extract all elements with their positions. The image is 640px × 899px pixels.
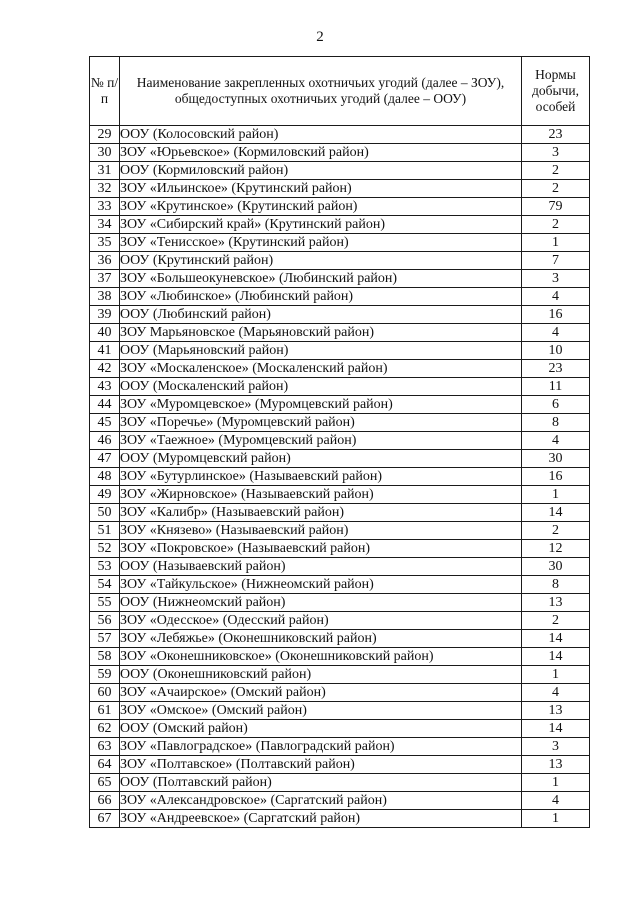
row-name: ООУ (Марьяновский район)	[120, 342, 522, 360]
table-row	[90, 324, 590, 342]
row-norm: 30	[522, 558, 590, 576]
row-name: ООУ (Кормиловский район)	[120, 162, 522, 180]
table-row	[90, 180, 590, 198]
row-number: 30	[90, 144, 120, 162]
row-number: 65	[90, 774, 120, 792]
row-number: 33	[90, 198, 120, 216]
row-name: ЗОУ «Ачаирское» (Омский район)	[120, 684, 522, 702]
table-row	[90, 504, 590, 522]
header-name	[120, 57, 522, 126]
table-row	[90, 810, 590, 828]
row-name: ООУ (Любинский район)	[120, 306, 522, 324]
table-row	[90, 252, 590, 270]
table-row	[90, 630, 590, 648]
row-name: ЗОУ «Одесское» (Одесский район)	[120, 612, 522, 630]
row-norm: 79	[522, 198, 590, 216]
row-number: 45	[90, 414, 120, 432]
row-norm: 8	[522, 414, 590, 432]
row-norm: 30	[522, 450, 590, 468]
row-name: ООУ (Муромцевский район)	[120, 450, 522, 468]
table-row	[90, 792, 590, 810]
row-name: ЗОУ «Ильинское» (Крутинский район)	[120, 180, 522, 198]
row-number: 32	[90, 180, 120, 198]
row-name: ООУ (Нижнеомский район)	[120, 594, 522, 612]
row-norm: 14	[522, 720, 590, 738]
row-norm: 2	[522, 522, 590, 540]
row-norm: 4	[522, 324, 590, 342]
table-row	[90, 216, 590, 234]
row-number: 47	[90, 450, 120, 468]
row-norm: 13	[522, 756, 590, 774]
table-row	[90, 666, 590, 684]
row-number: 48	[90, 468, 120, 486]
table-row	[90, 522, 590, 540]
row-number: 51	[90, 522, 120, 540]
row-norm: 23	[522, 126, 590, 144]
row-number: 64	[90, 756, 120, 774]
row-number: 52	[90, 540, 120, 558]
row-name: ЗОУ «Лебяжье» (Оконешниковский район)	[120, 630, 522, 648]
table-row	[90, 738, 590, 756]
table-row	[90, 432, 590, 450]
row-number: 63	[90, 738, 120, 756]
row-name: ЗОУ «Князево» (Называевский район)	[120, 522, 522, 540]
table-row	[90, 468, 590, 486]
row-norm: 1	[522, 486, 590, 504]
hunting-grounds-table	[89, 56, 590, 828]
table-row	[90, 306, 590, 324]
row-norm: 13	[522, 594, 590, 612]
row-norm: 14	[522, 504, 590, 522]
row-number: 44	[90, 396, 120, 414]
row-name: ЗОУ «Жирновское» (Называевский район)	[120, 486, 522, 504]
row-name: ЗОУ «Оконешниковское» (Оконешниковский район)	[120, 648, 522, 666]
table-row	[90, 198, 590, 216]
row-norm: 13	[522, 702, 590, 720]
table-row	[90, 702, 590, 720]
table-row	[90, 360, 590, 378]
row-number: 50	[90, 504, 120, 522]
table-row	[90, 558, 590, 576]
table-row	[90, 234, 590, 252]
header-row	[90, 57, 590, 126]
row-name: ЗОУ «Тайкульское» (Нижнеомский район)	[120, 576, 522, 594]
row-norm: 12	[522, 540, 590, 558]
row-norm: 2	[522, 180, 590, 198]
table-row	[90, 648, 590, 666]
row-name: ЗОУ «Сибирский край» (Крутинский район)	[120, 216, 522, 234]
table-row	[90, 162, 590, 180]
row-name: ЗОУ «Таежное» (Муромцевский район)	[120, 432, 522, 450]
row-name: ЗОУ «Омское» (Омский район)	[120, 702, 522, 720]
row-number: 55	[90, 594, 120, 612]
row-number: 35	[90, 234, 120, 252]
row-number: 37	[90, 270, 120, 288]
table-row	[90, 450, 590, 468]
row-number: 62	[90, 720, 120, 738]
header-name-text: Наименование закрепленных охотничьих угодий (далее – ЗОУ), общедоступных охотничьих угодий (далее – ООУ)	[136, 75, 505, 106]
row-name: ООУ (Москаленский район)	[120, 378, 522, 396]
row-norm: 1	[522, 234, 590, 252]
row-number: 41	[90, 342, 120, 360]
row-norm: 2	[522, 216, 590, 234]
row-name: ООУ (Полтавский район)	[120, 774, 522, 792]
row-number: 43	[90, 378, 120, 396]
table-header	[90, 57, 590, 126]
row-norm: 6	[522, 396, 590, 414]
row-name: ООУ (Омский район)	[120, 720, 522, 738]
table-row	[90, 774, 590, 792]
row-number: 34	[90, 216, 120, 234]
row-name: ООУ (Называевский район)	[120, 558, 522, 576]
row-name: ЗОУ «Крутинское» (Крутинский район)	[120, 198, 522, 216]
row-number: 46	[90, 432, 120, 450]
row-name: ЗОУ «Муромцевское» (Муромцевский район)	[120, 396, 522, 414]
row-name: ООУ (Оконешниковский район)	[120, 666, 522, 684]
row-norm: 7	[522, 252, 590, 270]
row-number: 36	[90, 252, 120, 270]
table-row	[90, 288, 590, 306]
row-norm: 14	[522, 648, 590, 666]
row-name: ЗОУ «Тенисское» (Крутинский район)	[120, 234, 522, 252]
row-number: 54	[90, 576, 120, 594]
table-row	[90, 594, 590, 612]
row-name: ООУ (Колосовский район)	[120, 126, 522, 144]
row-norm: 4	[522, 684, 590, 702]
table-row	[90, 540, 590, 558]
table-body	[90, 126, 590, 828]
row-name: ЗОУ «Поречье» (Муромцевский район)	[120, 414, 522, 432]
row-number: 58	[90, 648, 120, 666]
row-name: ЗОУ «Александровское» (Саргатский район)	[120, 792, 522, 810]
row-name: ЗОУ «Большеокуневское» (Любинский район)	[120, 270, 522, 288]
row-number: 60	[90, 684, 120, 702]
table-row	[90, 720, 590, 738]
table-row	[90, 414, 590, 432]
row-number: 40	[90, 324, 120, 342]
row-number: 66	[90, 792, 120, 810]
header-norm: Нормы добычи, особей	[522, 57, 590, 126]
row-number: 42	[90, 360, 120, 378]
table-row	[90, 342, 590, 360]
row-number: 59	[90, 666, 120, 684]
row-norm: 2	[522, 162, 590, 180]
row-norm: 4	[522, 288, 590, 306]
row-norm: 11	[522, 378, 590, 396]
row-number: 49	[90, 486, 120, 504]
row-norm: 3	[522, 738, 590, 756]
row-norm: 3	[522, 144, 590, 162]
row-number: 57	[90, 630, 120, 648]
row-name: ЗОУ «Юрьевское» (Кормиловский район)	[120, 144, 522, 162]
row-number: 56	[90, 612, 120, 630]
row-norm: 4	[522, 432, 590, 450]
row-norm: 4	[522, 792, 590, 810]
row-name: ЗОУ «Калибр» (Называевский район)	[120, 504, 522, 522]
row-norm: 8	[522, 576, 590, 594]
table-row	[90, 144, 590, 162]
row-norm: 16	[522, 468, 590, 486]
table-row	[90, 756, 590, 774]
table-row	[90, 612, 590, 630]
row-norm: 1	[522, 774, 590, 792]
row-norm: 10	[522, 342, 590, 360]
row-norm: 1	[522, 666, 590, 684]
row-number: 38	[90, 288, 120, 306]
table-row	[90, 270, 590, 288]
row-name: ЗОУ «Андреевское» (Саргатский район)	[120, 810, 522, 828]
row-name: ЗОУ «Покровское» (Называевский район)	[120, 540, 522, 558]
table-row	[90, 486, 590, 504]
table-row	[90, 396, 590, 414]
table-row	[90, 126, 590, 144]
row-norm: 14	[522, 630, 590, 648]
table-row	[90, 684, 590, 702]
row-name: ЗОУ «Любинское» (Любинский район)	[120, 288, 522, 306]
row-name: ООУ (Крутинский район)	[120, 252, 522, 270]
row-number: 53	[90, 558, 120, 576]
row-name: ЗОУ Марьяновское (Марьяновский район)	[120, 324, 522, 342]
row-norm: 1	[522, 810, 590, 828]
row-number: 29	[90, 126, 120, 144]
row-number: 39	[90, 306, 120, 324]
row-norm: 3	[522, 270, 590, 288]
row-number: 61	[90, 702, 120, 720]
row-name: ЗОУ «Бутурлинское» (Называевский район)	[120, 468, 522, 486]
page-number: 2	[316, 29, 324, 45]
row-norm: 16	[522, 306, 590, 324]
row-name: ЗОУ «Москаленское» (Москаленский район)	[120, 360, 522, 378]
row-number: 31	[90, 162, 120, 180]
table-row	[90, 378, 590, 396]
header-number: № п/п	[90, 57, 120, 126]
row-norm: 23	[522, 360, 590, 378]
row-name: ЗОУ «Павлоградское» (Павлоградский район)	[120, 738, 522, 756]
row-name: ЗОУ «Полтавское» (Полтавский район)	[120, 756, 522, 774]
table-row	[90, 576, 590, 594]
row-number: 67	[90, 810, 120, 828]
row-norm: 2	[522, 612, 590, 630]
